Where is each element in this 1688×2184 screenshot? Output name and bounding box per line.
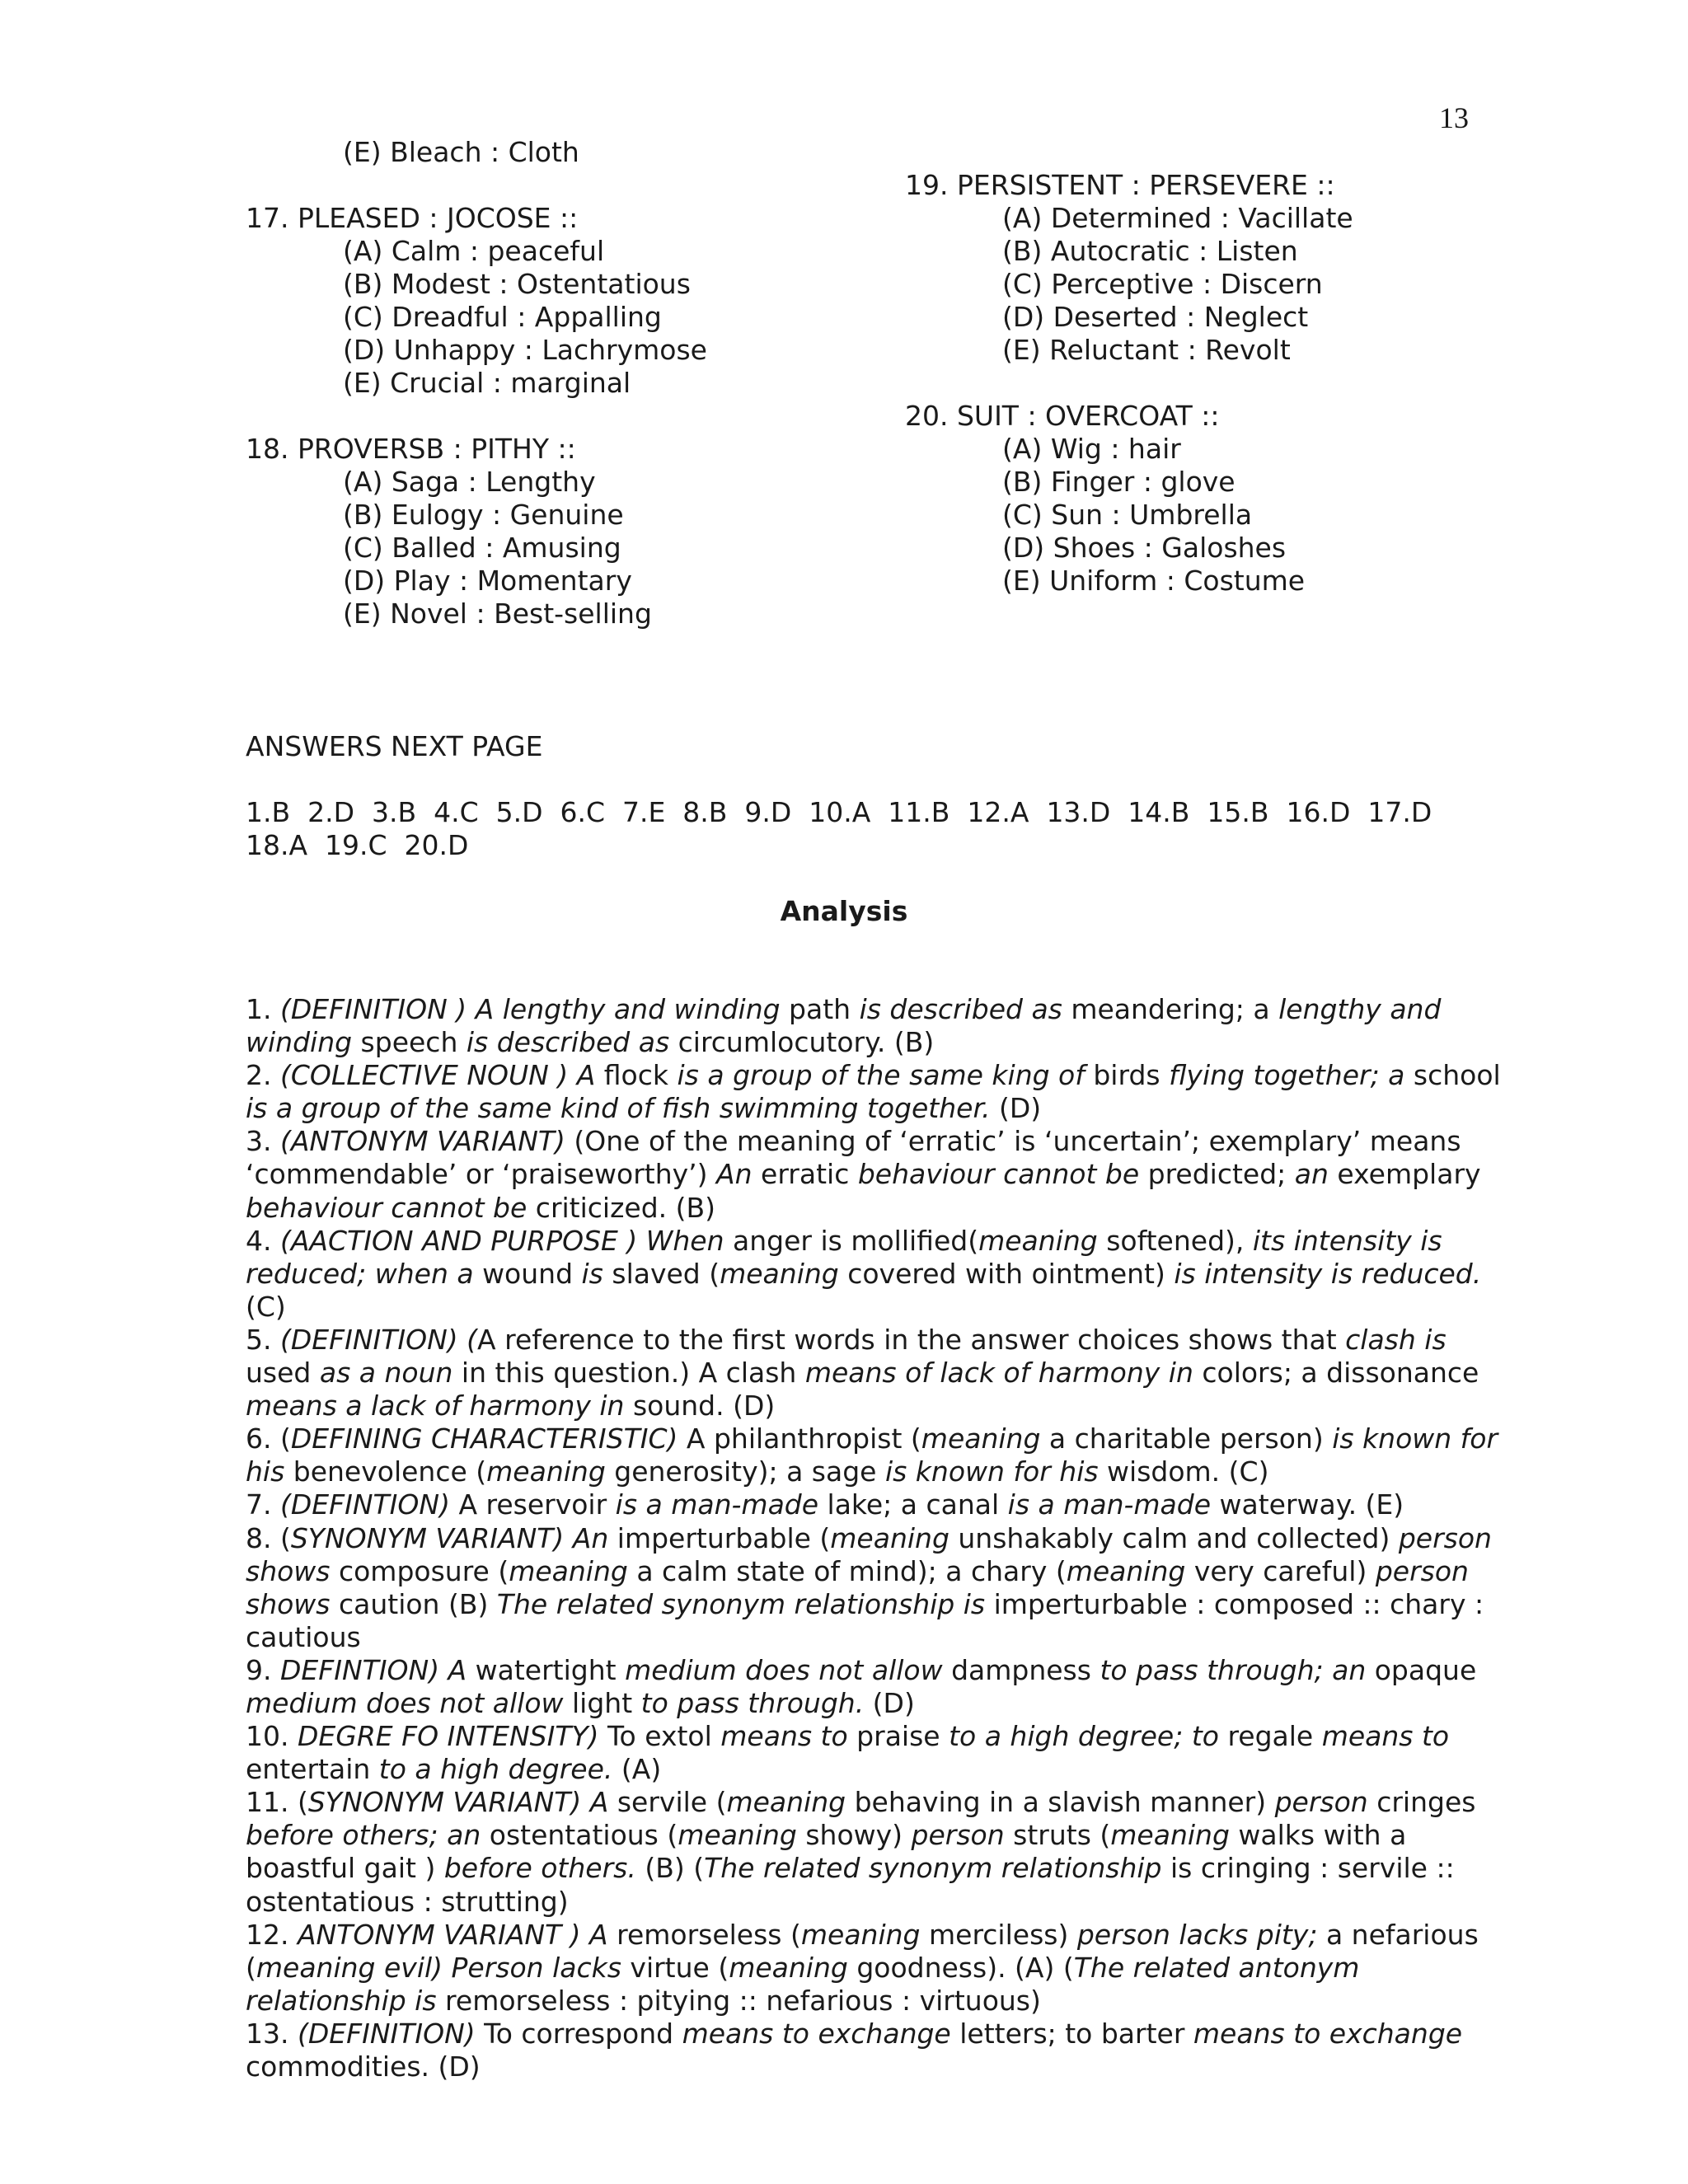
- analysis-item: [246, 1059, 1515, 1125]
- answer-option: (E) Reluctant : Revolt: [1002, 334, 1291, 366]
- analysis-italic-text: person lacks pity;: [1076, 1918, 1318, 1951]
- question-column-left: [246, 136, 707, 630]
- answer-option: (E) Crucial : marginal: [343, 367, 631, 399]
- analysis-italic-text: (DEFINITION) (: [279, 1323, 478, 1356]
- analysis-italic-text: to pass through; an: [1100, 1653, 1367, 1686]
- analysis-text: 11. (: [246, 1786, 308, 1819]
- analysis-italic-text: person shows: [246, 1554, 1469, 1620]
- analysis-italic-text: means of lack of harmony in: [804, 1357, 1193, 1390]
- analysis-item: [246, 1125, 1515, 1224]
- analysis-italic-text: The related synonym relationship: [704, 1852, 1162, 1885]
- analysis-text: walks with a boastful gait ): [246, 1819, 1407, 1885]
- analysis-text: speech: [352, 1026, 467, 1059]
- analysis-text: To correspond: [475, 2017, 682, 2050]
- analysis-text: opaque: [1366, 1653, 1477, 1686]
- question-stem: 18. PROVERSB : PITHY ::: [246, 433, 576, 465]
- answer-option: (E) Uniform : Costume: [1002, 565, 1306, 597]
- analysis-text: in this question.) A clash: [452, 1357, 805, 1390]
- spacer: [246, 400, 707, 433]
- analysis-text: 12.: [246, 1918, 298, 1951]
- analysis-italic-text: SYNONYM VARIANT) An: [290, 1521, 609, 1554]
- analysis-item: [246, 1225, 1515, 1324]
- analysis-text: composure (: [330, 1554, 509, 1587]
- analysis-text: anger is mollified(: [724, 1224, 979, 1257]
- analysis-text: colors; a dissonance: [1193, 1357, 1479, 1390]
- analysis-italic-text: meaning: [720, 1257, 839, 1290]
- analysis-text: wisdom. (C): [1098, 1455, 1269, 1488]
- analysis-text: entertain: [246, 1753, 379, 1786]
- analysis-italic-text: is: [581, 1257, 603, 1290]
- analysis-text: showy): [796, 1819, 912, 1852]
- analysis-text: school: [1404, 1059, 1501, 1092]
- analysis-italic-text: to pass through.: [640, 1686, 865, 1719]
- answer-option: (C) Balled : Amusing: [343, 532, 621, 564]
- analysis-italic-text: An: [716, 1158, 753, 1191]
- analysis-text: remorseless : pitying :: nefarious : virtuous): [436, 1984, 1041, 2017]
- analysis-item: [246, 1324, 1515, 1422]
- analysis-italic-text: meaning: [1110, 1819, 1230, 1852]
- analysis-italic-text: is described as: [859, 993, 1062, 1025]
- analysis-text: (D): [990, 1092, 1042, 1125]
- analysis-text: (One of the meaning of ‘erratic’ is ‘uncertain’; exemplary’ means ‘commendable’ or ‘praiseworthy’): [246, 1125, 1461, 1191]
- analysis-list: [246, 993, 1515, 2083]
- analysis-italic-text: before others.: [443, 1852, 636, 1885]
- answer-option: (B) Eulogy : Genuine: [343, 499, 624, 531]
- answer-option: (C) Dreadful : Appalling: [343, 301, 662, 333]
- answer-option: (E) Novel : Best-selling: [343, 598, 652, 630]
- analysis-text: slaved (: [603, 1257, 720, 1290]
- analysis-text: virtue (: [621, 1951, 729, 1984]
- analysis-italic-text: is a group of the same king of: [677, 1059, 1085, 1092]
- analysis-item: [246, 1720, 1515, 1786]
- analysis-text: unshakably calm and collected): [949, 1521, 1399, 1554]
- analysis-italic-text: The related antonym relationship is: [246, 1951, 1360, 2017]
- analysis-italic-text: meaning: [729, 1951, 848, 1984]
- analysis-italic-text: ANTONYM VARIANT ) A: [297, 1918, 608, 1951]
- analysis-italic-text: meaning: [800, 1918, 921, 1951]
- answer-option: (E) Bleach : Cloth: [343, 136, 579, 168]
- analysis-text: a charitable person): [1040, 1422, 1333, 1455]
- analysis-italic-text: is a man-made: [1007, 1488, 1212, 1521]
- analysis-text: circumlocutory. (B): [669, 1026, 935, 1059]
- analysis-italic-text: meaning: [726, 1786, 846, 1819]
- analysis-text: ostentatious (: [481, 1819, 678, 1852]
- page-number: 13: [1439, 101, 1469, 134]
- answer-option: (A) Saga : Lengthy: [343, 466, 596, 498]
- analysis-text: 4.: [246, 1224, 280, 1257]
- analysis-italic-text: means to: [1321, 1720, 1450, 1753]
- analysis-italic-text: to a high degree; to: [949, 1720, 1219, 1753]
- analysis-text: (D): [864, 1686, 915, 1719]
- answer-key-line: 18.A 19.C 20.D: [246, 829, 469, 861]
- analysis-text: regale: [1218, 1720, 1322, 1753]
- analysis-text: 6. (: [246, 1422, 291, 1455]
- analysis-italic-text: flying together; a: [1169, 1059, 1405, 1092]
- analysis-italic-text: means to exchange: [1193, 2017, 1463, 2050]
- question-stem: 17. PLEASED : JOCOSE ::: [246, 202, 579, 234]
- analysis-text: A reference to the first words in the answer choices shows that: [477, 1323, 1346, 1356]
- analysis-text: erratic: [752, 1158, 858, 1191]
- analysis-text: light: [563, 1686, 641, 1719]
- answer-option: (A) Wig : hair: [1002, 433, 1181, 465]
- analysis-text: caution (B): [330, 1587, 497, 1620]
- analysis-text: 8. (: [246, 1521, 291, 1554]
- analysis-italic-text: is described as: [466, 1026, 670, 1059]
- analysis-text: softened),: [1097, 1224, 1253, 1257]
- analysis-italic-text: person: [1274, 1786, 1368, 1819]
- analysis-text: commodities. (D): [246, 2050, 481, 2083]
- analysis-italic-text: before others; an: [246, 1819, 481, 1852]
- answers-block: [246, 730, 1432, 862]
- analysis-italic-text: means to exchange: [682, 2017, 951, 2050]
- analysis-text: covered with ointment): [838, 1257, 1175, 1290]
- analysis-italic-text: (ANTONYM VARIANT): [279, 1125, 565, 1158]
- analysis-italic-text: meaning: [978, 1224, 1098, 1257]
- analysis-italic-text: means to: [720, 1720, 848, 1753]
- analysis-italic-text: means a lack of harmony in: [246, 1390, 625, 1422]
- analysis-italic-text: (DEFINTION): [279, 1488, 450, 1521]
- analysis-text: merciless): [920, 1918, 1077, 1951]
- analysis-text: (A): [612, 1753, 662, 1786]
- analysis-text: goodness). (A) (: [847, 1951, 1074, 1984]
- analysis-text: letters; to barter: [950, 2017, 1193, 2050]
- analysis-italic-text: DEFINTION) A: [279, 1653, 467, 1686]
- analysis-text: meandering; a: [1062, 993, 1279, 1025]
- analysis-text: imperturbable (: [608, 1521, 831, 1554]
- answer-option: (B) Finger : glove: [1002, 466, 1236, 498]
- analysis-text: lake; a canal: [818, 1488, 1008, 1521]
- analysis-italic-text: (COLLECTIVE NOUN ) A: [279, 1059, 596, 1092]
- analysis-italic-text: meaning: [921, 1422, 1041, 1455]
- analysis-text: 1.: [246, 993, 280, 1025]
- analysis-item: [246, 1654, 1515, 1720]
- spacer: [905, 367, 1353, 400]
- answer-key-line: 1.B 2.D 3.B 4.C 5.D 6.C 7.E 8.B 9.D 10.A 11.B 12.A 13.D 14.B 15.B 16.D 17.D: [246, 796, 1432, 828]
- answer-option: (C) Perceptive : Discern: [1002, 268, 1323, 300]
- analysis-italic-text: meaning: [509, 1554, 628, 1587]
- analysis-text: criticized. (B): [527, 1191, 716, 1224]
- analysis-text: a nefarious (: [246, 1918, 1479, 1984]
- analysis-text: very careful): [1185, 1554, 1376, 1587]
- answer-option: (D) Play : Momentary: [343, 565, 632, 597]
- analysis-text: used: [246, 1357, 320, 1390]
- analysis-italic-text: DEGRE FO INTENSITY): [297, 1720, 599, 1753]
- analysis-italic-text: The related synonym relationship is: [496, 1587, 986, 1620]
- analysis-text: servile (: [608, 1786, 727, 1819]
- analysis-italic-text: meaning evil) Person lacks: [256, 1951, 621, 1984]
- answer-option: (A) Calm : peaceful: [343, 235, 605, 267]
- answer-option: (D) Shoes : Galoshes: [1002, 532, 1287, 564]
- answers-heading: ANSWERS NEXT PAGE: [246, 730, 543, 762]
- analysis-item: [246, 1786, 1515, 1918]
- analysis-italic-text: person: [911, 1819, 1005, 1852]
- analysis-italic-text: medium does not allow: [625, 1653, 943, 1686]
- answer-option: (B) Autocratic : Listen: [1002, 235, 1298, 267]
- analysis-text: 10.: [246, 1720, 298, 1753]
- analysis-heading: Analysis: [780, 895, 908, 927]
- analysis-text: A philanthropist (: [678, 1422, 921, 1455]
- analysis-text: praise: [847, 1720, 950, 1753]
- analysis-text: cringes: [1367, 1786, 1476, 1819]
- analysis-text: predicted;: [1139, 1158, 1295, 1191]
- analysis-text: waterway. (E): [1211, 1488, 1404, 1521]
- analysis-item: [246, 1522, 1515, 1654]
- analysis-text: watertight: [467, 1653, 626, 1686]
- analysis-italic-text: an: [1294, 1158, 1329, 1191]
- analysis-text: benevolence (: [284, 1455, 487, 1488]
- analysis-italic-text: person shows: [246, 1521, 1492, 1587]
- question-stem: 20. SUIT : OVERCOAT ::: [905, 400, 1220, 432]
- analysis-text: behaving in a slavish manner): [846, 1786, 1275, 1819]
- analysis-italic-text: is known for his: [884, 1455, 1099, 1488]
- analysis-item: [246, 1422, 1515, 1488]
- analysis-italic-text: meaning: [678, 1819, 797, 1852]
- analysis-italic-text: clash is: [1345, 1323, 1447, 1356]
- analysis-italic-text: DEFINING CHARACTERISTIC): [290, 1422, 678, 1455]
- analysis-italic-text: meaning: [1066, 1554, 1186, 1587]
- analysis-text: remorseless (: [607, 1918, 801, 1951]
- analysis-text: generosity); a sage: [605, 1455, 885, 1488]
- analysis-text: (B) (: [635, 1852, 705, 1885]
- analysis-italic-text: meaning: [830, 1521, 950, 1554]
- analysis-text: path: [780, 993, 860, 1025]
- answer-option: (D) Deserted : Neglect: [1002, 301, 1309, 333]
- analysis-text: is cringing : servile :: ostentatious : strutting): [246, 1852, 1455, 1918]
- analysis-text: (C): [246, 1290, 286, 1323]
- spacer: [246, 169, 707, 202]
- analysis-italic-text: (AACTION AND PURPOSE ) When: [279, 1224, 724, 1257]
- question-stem: 19. PERSISTENT : PERSEVERE ::: [905, 169, 1335, 201]
- analysis-item: [246, 1488, 1515, 1521]
- analysis-text: exemplary: [1328, 1158, 1481, 1191]
- analysis-item: [246, 1919, 1515, 2018]
- analysis-italic-text: (DEFINITION): [297, 2017, 476, 2050]
- analysis-item: [246, 993, 1515, 1059]
- analysis-text: 9.: [246, 1653, 280, 1686]
- analysis-text: dampness: [942, 1653, 1100, 1686]
- analysis-text: sound. (D): [624, 1390, 776, 1422]
- analysis-italic-text: SYNONYM VARIANT) A: [307, 1786, 609, 1819]
- analysis-italic-text: behaviour cannot be: [246, 1191, 528, 1224]
- analysis-text: 5.: [246, 1323, 280, 1356]
- analysis-text: struts (: [1004, 1819, 1111, 1852]
- analysis-italic-text: is a man-made: [615, 1488, 819, 1521]
- analysis-italic-text: (DEFINITION ) A lengthy and winding: [279, 993, 781, 1025]
- answer-option: (C) Sun : Umbrella: [1002, 499, 1253, 531]
- analysis-italic-text: to a high degree.: [378, 1753, 613, 1786]
- question-column-right: [905, 169, 1353, 598]
- analysis-text: birds: [1084, 1059, 1170, 1092]
- analysis-text: 3.: [246, 1125, 280, 1158]
- analysis-item: [246, 2018, 1515, 2083]
- answer-option: (B) Modest : Ostentatious: [343, 268, 691, 300]
- analysis-text: imperturbable : composed :: chary : cautious: [246, 1587, 1484, 1653]
- analysis-italic-text: is a group of the same kind of fish swimming together.: [246, 1092, 991, 1125]
- analysis-italic-text: is intensity is reduced.: [1174, 1257, 1482, 1290]
- analysis-italic-text: behaviour cannot be: [857, 1158, 1140, 1191]
- answer-option: (A) Determined : Vacillate: [1002, 202, 1353, 234]
- answer-option: (D) Unhappy : Lachrymose: [343, 334, 707, 366]
- analysis-text: wound: [473, 1257, 582, 1290]
- analysis-text: a calm state of mind); a chary (: [627, 1554, 1067, 1587]
- analysis-text: A reservoir: [449, 1488, 616, 1521]
- analysis-text: 2.: [246, 1059, 280, 1092]
- analysis-italic-text: is known for his: [246, 1422, 1498, 1488]
- analysis-italic-text: its intensity is reduced; when a: [246, 1224, 1442, 1290]
- analysis-text: 7.: [246, 1488, 280, 1521]
- analysis-text: To extol: [598, 1720, 721, 1753]
- analysis-italic-text: medium does not allow: [246, 1686, 564, 1719]
- analysis-italic-text: lengthy and winding: [246, 993, 1442, 1059]
- analysis-text: flock: [595, 1059, 678, 1092]
- analysis-text: 13.: [246, 2017, 298, 2050]
- analysis-italic-text: as a noun: [319, 1357, 453, 1390]
- analysis-italic-text: meaning: [486, 1455, 606, 1488]
